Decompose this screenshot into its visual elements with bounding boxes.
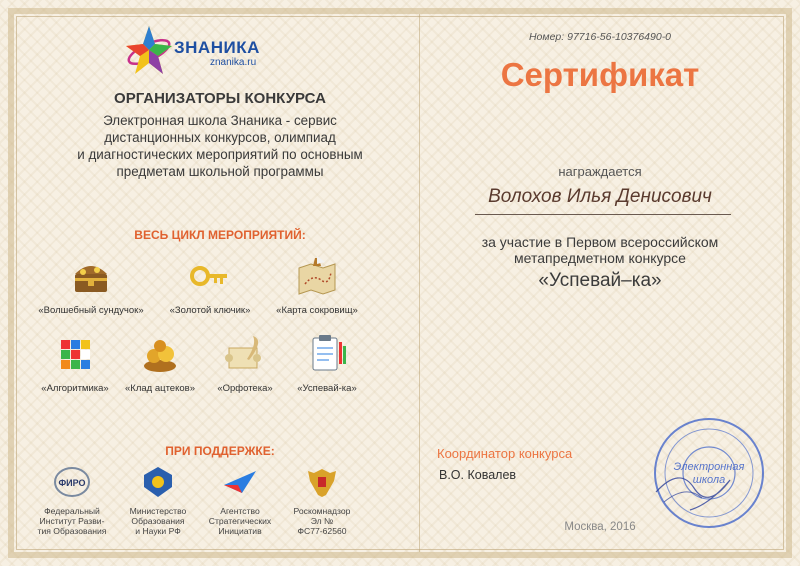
cycle-title: ВЕСЬ ЦИКЛ МЕРОПРИЯТИЙ: <box>134 228 306 242</box>
partner-line: Образования <box>131 516 185 526</box>
ministry-emblem-icon <box>138 465 178 499</box>
award-reason <box>430 234 770 266</box>
partner-item <box>24 465 120 536</box>
contest-name: «Успевай–ка» <box>538 270 662 291</box>
star-logo-icon <box>124 22 174 76</box>
event-item <box>272 332 382 394</box>
znanika-logo <box>124 22 274 76</box>
partner-caption <box>274 506 370 536</box>
event-label: «Орфотека» <box>217 383 273 394</box>
event-item <box>155 254 265 316</box>
organizers-line: дистанционных конкурсов, олимпиад <box>104 130 336 145</box>
partner-line: Федеральный <box>44 506 100 516</box>
support-title: ПРИ ПОДДЕРЖКЕ: <box>165 444 275 458</box>
reason-line: за участие в Первом всероссийском <box>481 234 719 250</box>
svg-text:школа: школа <box>692 474 726 486</box>
partner-line: Министерство <box>129 506 187 516</box>
recipient-name: Волохов Илья Денисович <box>488 186 712 207</box>
partner-line: Агентство <box>220 506 260 516</box>
event-label: «Волшебный сундучок» <box>38 305 144 316</box>
partner-line: тия Образования <box>37 526 107 536</box>
logo-wordmark: ЗНАНИКА <box>174 38 260 57</box>
event-label: «Карта сокровищ» <box>276 305 358 316</box>
event-item <box>36 254 146 316</box>
clipboard-icon <box>305 332 349 376</box>
firo-logo-text: ФИРО <box>58 478 86 488</box>
official-stamp-icon <box>650 414 768 532</box>
coordinator-name: В.О. Ковалев <box>439 468 517 482</box>
partner-line: Институт Разви- <box>39 516 105 526</box>
partner-line: Стратегических <box>208 516 272 526</box>
partner-item <box>274 465 370 536</box>
organizers-title: ОРГАНИЗАТОРЫ КОНКУРСА <box>114 90 326 107</box>
svg-text:Электронная: Электронная <box>673 461 745 473</box>
recipient-underline <box>475 214 731 215</box>
coordinator-title: Координатор конкурса <box>437 446 573 461</box>
certificate-number: Номер: 97716-56-10376490-0 <box>528 31 672 43</box>
event-label: «Успевай-ка» <box>297 383 357 394</box>
partner-line: и Науки РФ <box>135 526 181 536</box>
organizers-line: Электронная школа Знаника - сервис <box>103 113 337 128</box>
aztec-treasure-icon <box>138 332 182 376</box>
event-label: «Клад ацтеков» <box>125 383 195 394</box>
partner-caption <box>24 506 120 536</box>
reason-line: метапредметном конкурсе <box>514 250 686 266</box>
partner-line: Эл № <box>310 516 334 526</box>
partner-line: Роскомнадзор <box>293 506 351 516</box>
firo-logo-icon <box>52 465 92 499</box>
event-item <box>262 254 372 316</box>
logo-url: znanika.ru <box>210 57 257 68</box>
organizers-line: предметам школьной программы <box>116 164 324 179</box>
certificate-heading: Сертификат <box>500 56 700 93</box>
city-year: Москва, 2016 <box>564 521 636 533</box>
russia-coat-of-arms-icon <box>302 465 342 499</box>
rubiks-cube-icon <box>53 332 97 376</box>
partner-line: ФС77-62560 <box>297 526 347 536</box>
golden-key-icon <box>188 254 232 298</box>
treasure-chest-icon <box>69 254 113 298</box>
organizers-line: и диагностических мероприятий по основным <box>77 147 363 162</box>
scroll-quill-icon <box>223 332 267 376</box>
organizers-description <box>30 112 410 180</box>
partner-line: Инициатив <box>218 526 262 536</box>
event-label: «Алгоритмика» <box>41 383 109 394</box>
event-label: «Золотой ключик» <box>169 305 251 316</box>
treasure-map-icon <box>295 254 339 298</box>
awarded-label: награждается <box>558 164 642 179</box>
asi-logo-icon <box>220 465 260 499</box>
